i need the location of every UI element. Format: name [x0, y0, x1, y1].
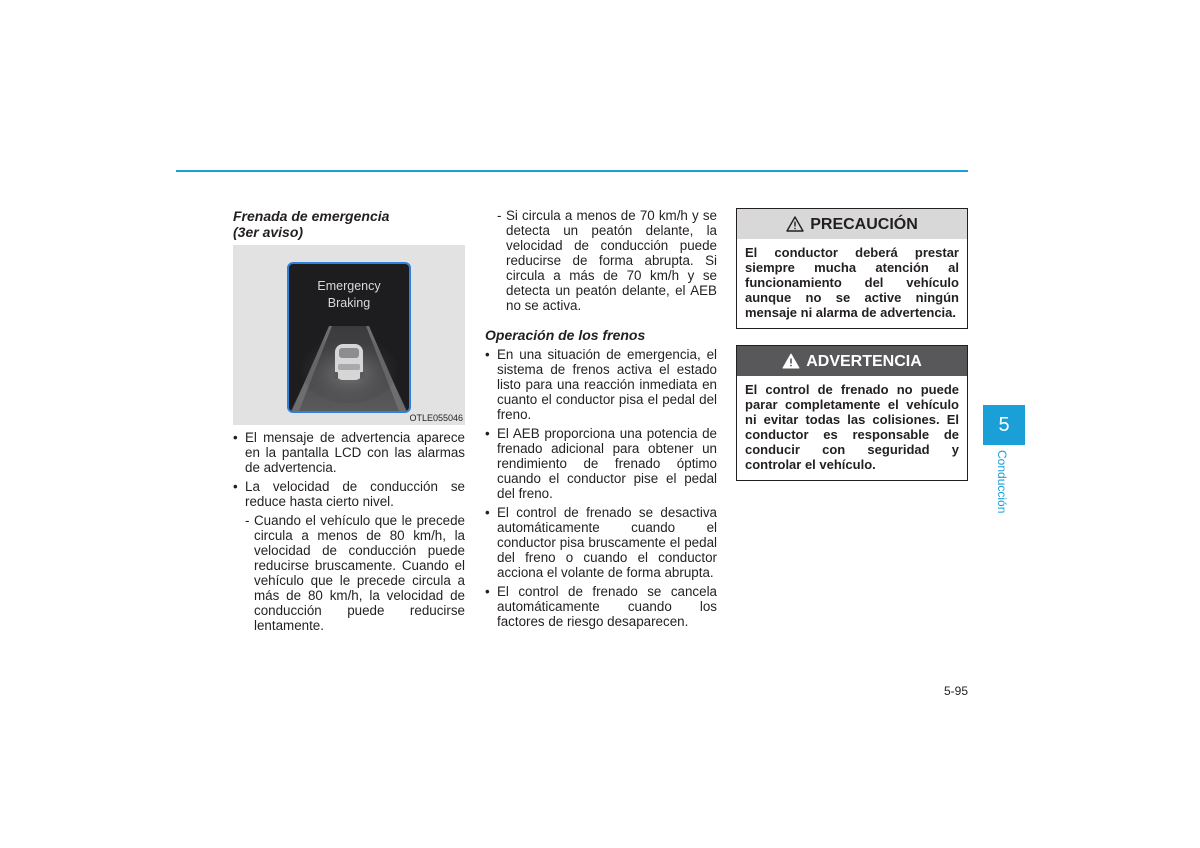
- list-item: • El mensaje de advertencia aparece en la pantalla LCD con las alarmas de advertencia.: [233, 430, 465, 475]
- caution-header: [737, 209, 967, 239]
- sub-list-item: - Cuando el vehículo que le precede circula a menos de 80 km/h, la velocidad de conducción puede reducirse bruscamente. Cuando el vehículo que le precede circula a más de 80 km/h, la velocidad de conducción puede reducirse lentamente.: [245, 513, 465, 633]
- lcd-message: Emergency Braking: [317, 279, 381, 310]
- figure-code: OTLE055046: [409, 413, 463, 423]
- section-title-emergency-braking: Frenada de emergencia (3er aviso): [233, 208, 390, 240]
- list-item: • En una situación de emergencia, el sistema de frenos activa el estado listo para una reacción inmediata en cuanto el conductor pisa el pedal del freno.: [485, 347, 717, 422]
- list-item: • El control de frenado se cancela automáticamente cuando los factores de riesgo desaparecen.: [485, 584, 717, 629]
- list-item: • El AEB proporciona una potencia de frenado adicional para obtener un rendimiento de frenado óptimo cuando el conductor pise el pedal del freno.: [485, 426, 717, 501]
- sub-list-item: - Si circula a menos de 70 km/h y se detecta un peatón delante, la velocidad de conducción puede reducirse de forma abrupta. Si circula a más de 70 km/h y se detecta un peatón delante, el AEB no se activa.: [497, 208, 717, 313]
- caution-title: PRECAUCIÓN: [810, 215, 918, 233]
- sub-list: [497, 208, 717, 313]
- list-item: • El control de frenado se desactiva automáticamente cuando el conductor pisa bruscamente el pedal del freno o cuando el conductor acciona el volante de forma abrupta.: [485, 505, 717, 580]
- warning-triangle-filled-icon: [782, 353, 800, 369]
- lcd-display: [287, 262, 411, 413]
- chapter-tab: 5: [983, 405, 1025, 445]
- caution-box: [736, 208, 968, 329]
- list-item: • La velocidad de conducción se reduce hasta cierto nivel. - Cuando el vehículo que le precede circula a menos de 80 km/h, la velocidad de conducción puede reducirse bruscamente. Cuando el vehículo que le precede circula a más de 80 km/h, la velocidad de conducción puede reducirse lentamente.: [233, 479, 465, 633]
- caution-text: El conductor deberá prestar siempre mucha atención al funcionamiento del vehículo aunque no se active ningún mensaje ni alarma de advertencia.: [745, 245, 959, 320]
- column-1: [233, 208, 465, 637]
- warning-header: [737, 346, 967, 376]
- page-number: 5-95: [943, 684, 968, 698]
- header-rule: [176, 170, 968, 172]
- sub-list: [245, 513, 465, 633]
- warning-box: [736, 345, 968, 481]
- bullet-list: [485, 347, 717, 629]
- warning-text: El control de frenado no puede parar completamente el vehículo ni evitar todas las colisiones. El conductor es responsable de conducir con seguridad y controlar el vehículo.: [745, 382, 959, 472]
- warning-triangle-outline-icon: [786, 216, 804, 232]
- lcd-figure: [233, 245, 465, 425]
- bullet-list: [233, 430, 465, 633]
- section-title-brake-operation: Operación de los frenos: [485, 327, 646, 343]
- column-2: [485, 208, 717, 633]
- chapter-name: Conducción: [995, 450, 1009, 514]
- column-3: [736, 208, 968, 497]
- warning-title: ADVERTENCIA: [806, 352, 922, 370]
